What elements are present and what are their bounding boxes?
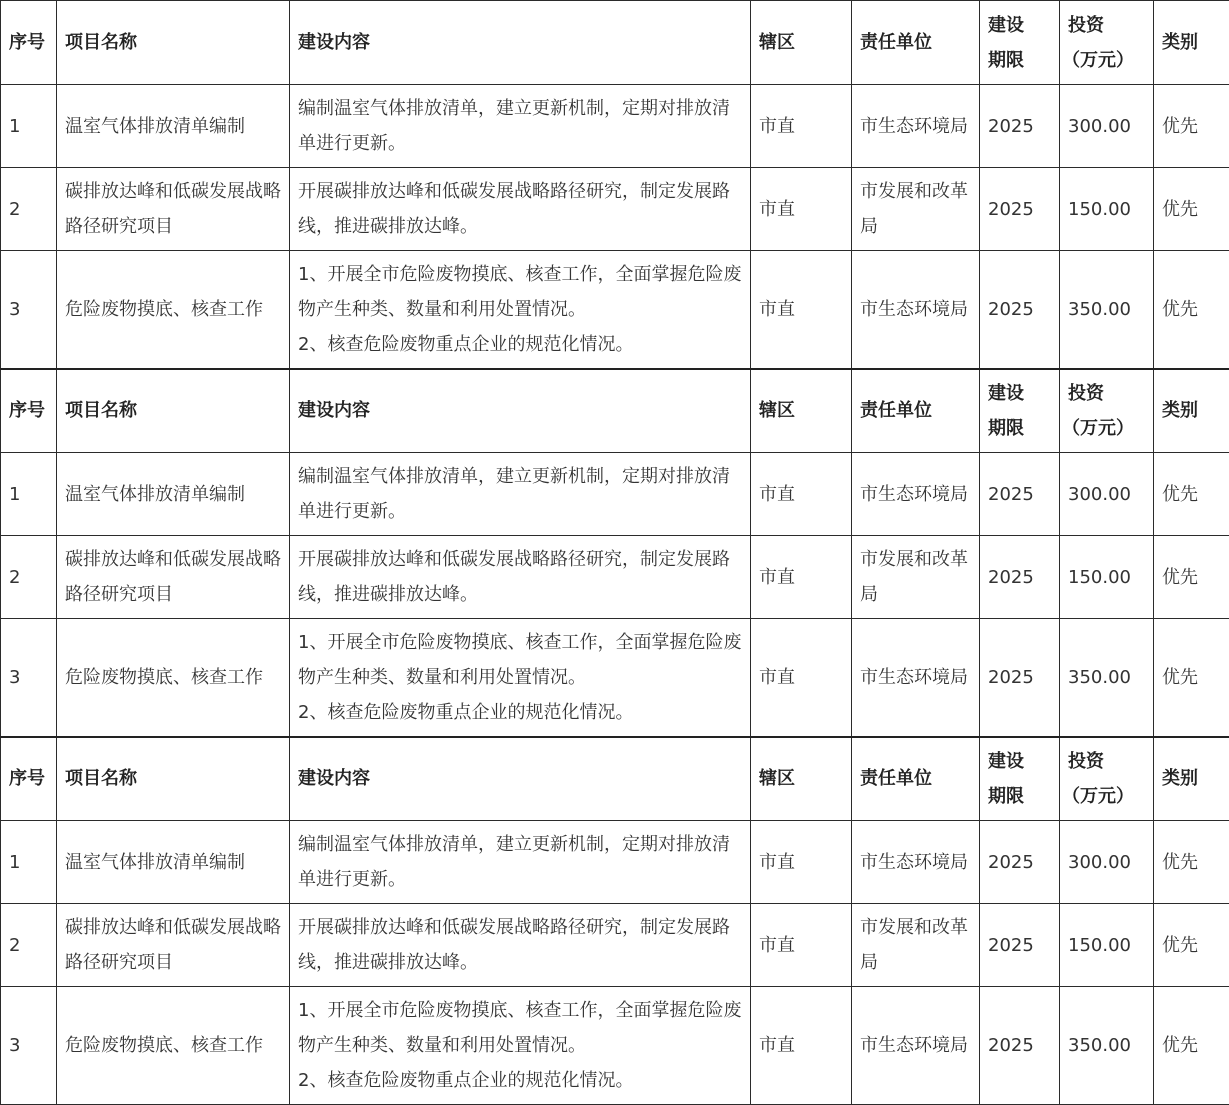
cell-name: 碳排放达峰和低碳发展战略路径研究项目 [57, 168, 290, 251]
table-row [1, 987, 1229, 1105]
cell-content: 开展碳排放达峰和低碳发展战略路径研究，制定发展路线，推进碳排放达峰。 [290, 168, 751, 251]
cell-name: 温室气体排放清单编制 [57, 821, 290, 904]
table-row [1, 619, 1229, 737]
cell-content [290, 251, 751, 369]
header-invest-line1: 投资 [1068, 376, 1145, 411]
table-row [1, 904, 1229, 987]
cell-unit: 市发展和改革局 [852, 904, 980, 987]
header-period-line2: 期限 [988, 779, 1051, 814]
cell-seq: 1 [1, 453, 57, 536]
cell-unit: 市发展和改革局 [852, 168, 980, 251]
cell-invest: 150.00 [1060, 904, 1154, 987]
header-name: 项目名称 [57, 369, 290, 453]
cell-period: 2025 [980, 168, 1060, 251]
cell-invest: 150.00 [1060, 536, 1154, 619]
cell-period: 2025 [980, 904, 1060, 987]
cell-district: 市直 [751, 821, 852, 904]
cell-seq: 3 [1, 987, 57, 1105]
cell-category: 优先 [1154, 453, 1229, 536]
cell-seq: 1 [1, 821, 57, 904]
header-seq: 序号 [1, 737, 57, 821]
cell-content-line2: 2、核查危险废物重点企业的规范化情况。 [298, 327, 742, 362]
cell-category: 优先 [1154, 536, 1229, 619]
header-category: 类别 [1154, 369, 1229, 453]
header-invest-line1: 投资 [1068, 8, 1145, 43]
header-invest-line2: （万元） [1062, 43, 1145, 78]
header-row [1, 737, 1229, 821]
cell-unit: 市生态环境局 [852, 821, 980, 904]
header-seq: 序号 [1, 1, 57, 85]
header-invest [1060, 737, 1154, 821]
cell-invest: 350.00 [1060, 251, 1154, 369]
header-unit: 责任单位 [852, 369, 980, 453]
cell-name: 碳排放达峰和低碳发展战略路径研究项目 [57, 904, 290, 987]
header-district: 辖区 [751, 1, 852, 85]
header-category: 类别 [1154, 1, 1229, 85]
header-period-line2: 期限 [988, 43, 1051, 78]
cell-invest: 150.00 [1060, 168, 1154, 251]
cell-period: 2025 [980, 85, 1060, 168]
cell-name: 温室气体排放清单编制 [57, 453, 290, 536]
header-period [980, 369, 1060, 453]
header-invest [1060, 1, 1154, 85]
cell-period: 2025 [980, 251, 1060, 369]
header-content: 建设内容 [290, 1, 751, 85]
cell-category: 优先 [1154, 251, 1229, 369]
header-unit: 责任单位 [852, 737, 980, 821]
cell-name: 危险废物摸底、核查工作 [57, 251, 290, 369]
table-row [1, 821, 1229, 904]
cell-name: 危险废物摸底、核查工作 [57, 619, 290, 737]
cell-district: 市直 [751, 987, 852, 1105]
cell-district: 市直 [751, 85, 852, 168]
cell-seq: 3 [1, 251, 57, 369]
table-row [1, 536, 1229, 619]
table-body [1, 1, 1229, 1105]
cell-unit: 市发展和改革局 [852, 536, 980, 619]
header-period-line1: 建设 [988, 8, 1051, 43]
cell-content-line2: 2、核查危险废物重点企业的规范化情况。 [298, 695, 742, 730]
header-unit: 责任单位 [852, 1, 980, 85]
header-content: 建设内容 [290, 369, 751, 453]
cell-content: 编制温室气体排放清单，建立更新机制，定期对排放清单进行更新。 [290, 821, 751, 904]
header-seq: 序号 [1, 369, 57, 453]
cell-content-line1: 1、开展全市危险废物摸底、核查工作，全面掌握危险废物产生种类、数量和利用处置情况。 [298, 625, 742, 695]
cell-content-line2: 2、核查危险废物重点企业的规范化情况。 [298, 1063, 742, 1098]
header-content: 建设内容 [290, 737, 751, 821]
header-period [980, 1, 1060, 85]
cell-invest: 300.00 [1060, 453, 1154, 536]
cell-name: 碳排放达峰和低碳发展战略路径研究项目 [57, 536, 290, 619]
cell-district: 市直 [751, 904, 852, 987]
cell-category: 优先 [1154, 619, 1229, 737]
cell-invest: 300.00 [1060, 821, 1154, 904]
cell-district: 市直 [751, 251, 852, 369]
cell-invest: 350.00 [1060, 987, 1154, 1105]
header-invest-line2: （万元） [1062, 411, 1145, 446]
cell-invest: 350.00 [1060, 619, 1154, 737]
cell-unit: 市生态环境局 [852, 85, 980, 168]
header-row [1, 369, 1229, 453]
cell-seq: 2 [1, 168, 57, 251]
cell-unit: 市生态环境局 [852, 453, 980, 536]
header-invest-line2: （万元） [1062, 779, 1145, 814]
header-category: 类别 [1154, 737, 1229, 821]
cell-invest: 300.00 [1060, 85, 1154, 168]
cell-period: 2025 [980, 987, 1060, 1105]
header-name: 项目名称 [57, 737, 290, 821]
table-row [1, 168, 1229, 251]
cell-category: 优先 [1154, 85, 1229, 168]
cell-content: 编制温室气体排放清单，建立更新机制，定期对排放清单进行更新。 [290, 453, 751, 536]
cell-district: 市直 [751, 619, 852, 737]
cell-seq: 3 [1, 619, 57, 737]
cell-category: 优先 [1154, 168, 1229, 251]
header-period [980, 737, 1060, 821]
cell-content [290, 619, 751, 737]
cell-content: 开展碳排放达峰和低碳发展战略路径研究，制定发展路线，推进碳排放达峰。 [290, 536, 751, 619]
cell-name: 温室气体排放清单编制 [57, 85, 290, 168]
table-row [1, 251, 1229, 369]
cell-category: 优先 [1154, 904, 1229, 987]
header-period-line1: 建设 [988, 376, 1051, 411]
cell-unit: 市生态环境局 [852, 987, 980, 1105]
cell-district: 市直 [751, 453, 852, 536]
header-period-line1: 建设 [988, 744, 1051, 779]
cell-seq: 2 [1, 536, 57, 619]
cell-district: 市直 [751, 536, 852, 619]
cell-seq: 2 [1, 904, 57, 987]
header-district: 辖区 [751, 369, 852, 453]
cell-unit: 市生态环境局 [852, 619, 980, 737]
cell-period: 2025 [980, 453, 1060, 536]
cell-category: 优先 [1154, 821, 1229, 904]
header-name: 项目名称 [57, 1, 290, 85]
table-row [1, 85, 1229, 168]
header-district: 辖区 [751, 737, 852, 821]
header-invest-line1: 投资 [1068, 744, 1145, 779]
cell-name: 危险废物摸底、核查工作 [57, 987, 290, 1105]
cell-content: 编制温室气体排放清单，建立更新机制，定期对排放清单进行更新。 [290, 85, 751, 168]
cell-seq: 1 [1, 85, 57, 168]
header-row [1, 1, 1229, 85]
cell-content [290, 987, 751, 1105]
table-row [1, 453, 1229, 536]
cell-content-line1: 1、开展全市危险废物摸底、核查工作，全面掌握危险废物产生种类、数量和利用处置情况。 [298, 993, 742, 1063]
header-invest [1060, 369, 1154, 453]
cell-period: 2025 [980, 536, 1060, 619]
header-period-line2: 期限 [988, 411, 1051, 446]
cell-period: 2025 [980, 619, 1060, 737]
cell-period: 2025 [980, 821, 1060, 904]
cell-content: 开展碳排放达峰和低碳发展战略路径研究，制定发展路线，推进碳排放达峰。 [290, 904, 751, 987]
cell-district: 市直 [751, 168, 852, 251]
cell-unit: 市生态环境局 [852, 251, 980, 369]
cell-content-line1: 1、开展全市危险废物摸底、核查工作，全面掌握危险废物产生种类、数量和利用处置情况。 [298, 257, 742, 327]
cell-category: 优先 [1154, 987, 1229, 1105]
